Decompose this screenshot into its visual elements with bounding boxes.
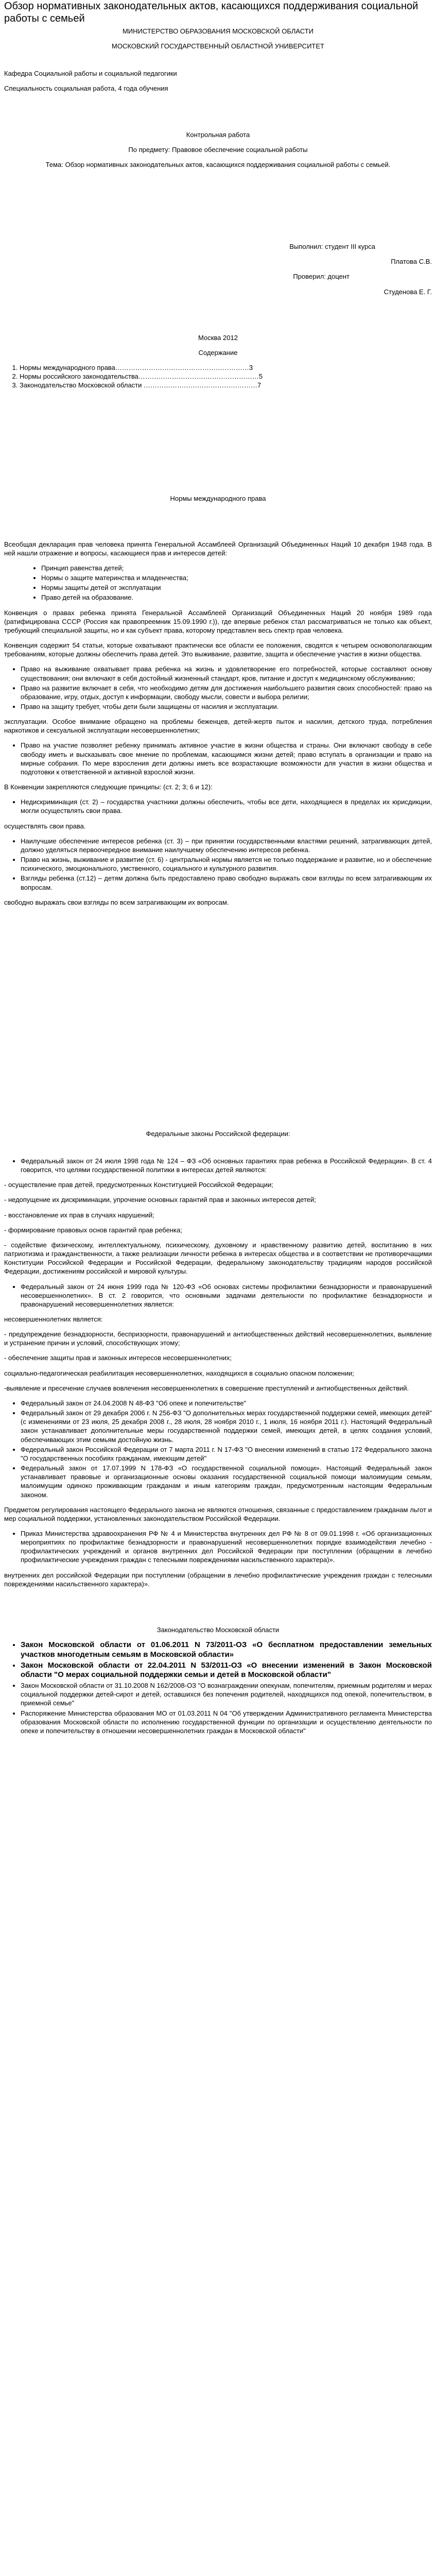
list-item: • Право на выживание охватывает права ребенка на жизнь и удовлетворение его потребностей, которые составляют основу существования; они включают в себя достойный жизненный стандарт, кров, питание и доступ к медицинскому обслуживанию; [21, 665, 432, 682]
performer-label: Выполнил: студент III курса [289, 243, 375, 251]
list-item: • Взгляды ребенка (ст.12) – детям должна быть предоставлено право свободно выражать свои взгляды по всем затрагивающим их вопросам. [21, 874, 432, 891]
goal-line: - содействие физическому, интеллектуальному, психическому, духовному и нравственному развитию детей, воспитанию в них патриотизма и гражданственности, а также реализации личности ребенка в интересах общества и в соответствии не противоречащими Конституции Российской Федерации и Российской Федерации, федеральному законодательству традициям народов российской Федерации, достижениям российской и мировой культуры. [4, 1241, 432, 1276]
city-year: Москва 2012 [198, 333, 238, 342]
federal-laws-list [4, 1157, 432, 1174]
list-item: • Федеральный закон от 24.04.2008 N 48-ФЗ "Об опеке и попечительстве" [21, 1399, 432, 1408]
paragraph: свободно выражать свои взгляды по всем затрагивающим их вопросам. [4, 898, 229, 906]
goal-line: социально-педагогическая реабилитация несовершеннолетних, находящихся в социально опасном положении; [4, 1369, 354, 1377]
goal-line: -выявление и пресечение случаев вовлечения несовершеннолетних в совершение преступлений и антиобщественных действий. [4, 1384, 409, 1392]
list-item: • Закон Московской области от 31.10.2008 N 162/2008-ОЗ "О вознаграждении опекунам, попечителям, приемным родителям и мерах социальной поддержки детей-сирот и детей, оставшихся без попечения родителей, находящихся под опекой, попечительством, в приемной семье" [21, 1681, 432, 1707]
list-item: • Федеральный закон от 24 июня 1999 года № 120-ФЗ «Об основах системы профилактики безнадзорности и правонарушений несовершеннолетних». В ст. 2 говорится, что основными задачами деятельности по профилактике безнадзорности и правонарушений несовершеннолетних является: [21, 1282, 432, 1309]
paragraph: несовершеннолетних является: [4, 1315, 103, 1323]
subject-line: По предмету: Правовое обеспечение социальной работы [128, 145, 308, 154]
list-item: • Право на развитие включает в себя, что необходимо детям для достижения наибольшего развития своих способностей: право на образование, игру, отдых, доступ к информации, свободу мысли, совести и выбора религии; [21, 684, 432, 701]
toc-item: 2. Нормы российского законодательства………………………………………………5 [20, 372, 432, 381]
principles-list [4, 798, 432, 815]
section-heading-international: Нормы международного права [170, 494, 266, 502]
convention-rights-list [4, 665, 432, 711]
section-heading-moscow-region: Законодательство Московской области [156, 1625, 280, 1634]
list-item: • Право на защиту требует, чтобы дети были защищены от насилия и эксплуатации. [21, 702, 432, 711]
paragraph: эксплуатации. Особое внимание обращено на проблемы беженцев, детей-жертв пыток и насилия, детского труда, потребления наркотиков и сексуальной эксплуатации несовершеннолетних; [4, 718, 432, 735]
list-item: • Право детей на образование. [41, 593, 432, 602]
list-item: • Федеральный закон от 29 декабря 2006 г. N 256-ФЗ "О дополнительных мерах государственной поддержки семей, имеющих детей" (с изменениями от 23 июля, 25 декабря 2008 г., 28 июля, 28 ноября 2010 г., 1 июля, 16 ноября 2011 г.). Настоящий Федеральный закон устанавливает дополнительные меры государственной поддержки семей, имеющих детей, в целях создания условий, обеспечивающих этим семьям достойную жизнь. [21, 1409, 432, 1444]
toc-item: 1. Нормы международного права……………………………………………………3 [20, 363, 432, 372]
principles-list-continued [4, 837, 432, 892]
performer-name: Платова С.В. [391, 258, 432, 266]
university-line: МОСКОВСКИЙ ГОСУДАРСТВЕННЫЙ ОБЛАСТНОЙ УНИВЕРСИТЕТ [112, 42, 324, 50]
list-item: • Распоряжение Министерства образования МО от 01.03.2011 N 04 "Об утверждении Административного регламента Министерства образования Московской области по исполнению государственной функции по организации и осуществлению деятельности по опеке и попечительству в отношении несовершеннолетних граждан в Московской области" [21, 1709, 432, 1735]
specialty-line: Специальность социальная работа, 4 года обучения [4, 84, 168, 93]
goal-line: - предупреждение безнадзорности, беспризорности, правонарушений и антиобщественных действий несовершеннолетних, выявление и устранение причин и условий, способствующих этому; [4, 1330, 432, 1347]
goal-line: - восстановление их прав в случаях нарушений; [4, 1211, 154, 1219]
goal-line: - формирование правовых основ гарантий прав ребенка; [4, 1226, 182, 1234]
paragraph: Предметом регулирования настоящего Федерального закона не являются отношения, связанные с предоставлением гражданам льгот и мер социальной поддержки, установленных законодательством Российской Федерации. [4, 1505, 432, 1522]
list-item: • Федеральный закон от 24 июля 1998 года № 124 – ФЗ «Об основных гарантиях прав ребенка в Российской Федерации». В ст. 4 говорится, что целями государственной политики в интересах детей являются: [21, 1157, 432, 1174]
work-type: Контрольная работа [186, 130, 250, 139]
convention-participation-list [4, 741, 432, 776]
moscow-region-laws-list [4, 1640, 432, 1735]
paragraph: внутренних дел российской Федерации при поступлении (обращении в лечебно профилактические учреждения граждан с телесными повреждениями насильственного характера)». [4, 1571, 432, 1588]
list-item: • Приказ Министерства здравоохранения РФ № 4 и Министерства внутренних дел РФ № 8 от 09.01.1998 г. «Об организационных мероприятиях по профилактике безнадзорности и правонарушений несовершеннолетних порядке взаимодействия лечебно - профилактических учреждений и органов внутренних дел Российской Федерации при поступлении (обращении в лечебно профилактические учреждения граждан с телесными повреждениями насильственного характера)». [21, 1529, 432, 1565]
checker-name: Студенова Е. Г. [383, 287, 432, 296]
paragraph: В Конвенции закрепляются следующие принципы: (ст. 2; 3; 6 и 12): [4, 783, 213, 791]
goal-line: - обеспечение защиты прав и законных интересов несовершеннолетних; [4, 1354, 232, 1362]
list-item: • Недискриминация (ст. 2) – государства участники должны обеспечить, чтобы все дети, находящиеся в пределах их юрисдикции, могли осуществлять свои права. [21, 798, 432, 815]
list-item: • Федеральный закон Российской Федерации от 7 марта 2011 г. N 17-ФЗ "О внесении изменений в статью 172 Федерального закона "О государственных пособиях гражданам, имеющим детей" [21, 1445, 432, 1463]
list-item: • Закон Московской области от 22.04.2011 N 53/2011-ОЗ «О внесении изменений в Закон Московской области "О мерах социальной поддержки семьи и детей в Московской области" [21, 1661, 432, 1681]
federal-laws-list-4 [4, 1529, 432, 1565]
document-title: Обзор нормативных законодательных актов, касающихся поддерживания социальной работы с семьей [4, 1, 418, 24]
checker-label: Проверил: доцент [293, 273, 350, 281]
udhr-list [4, 564, 432, 602]
goal-line: - осуществление прав детей, предусмотренных Конституцией Российской Федерации; [4, 1181, 273, 1189]
list-item: • Наилучшие обеспечение интересов ребенка (ст. 3) – при принятии государственными властями решений, затрагивающих детей, должно уделяться первоочередное внимание наилучшему обеспечению интересов ребенка. [21, 837, 432, 854]
list-item: • Федеральный закон от 17.07.1999 N 178-ФЗ «О государственной социальной помощи». Настоящий Федеральный закон устанавливает правовые и организационные основы оказания государственной социальной помощи малоимущим семьям, малоимущим одиноко проживающим гражданам и иным категориям граждан, предусмотренным настоящим Федеральным законом. [21, 1464, 432, 1499]
theme-line: Тема: Обзор нормативных законодательных актов, касающихся поддерживания социальной работы с семьей. [45, 160, 391, 168]
paragraph: Конвенция о правах ребенка принята Генеральной Ассамблеей Организаций Объединенных Наций 20 ноября 1989 года (ратифицирована СССР (Россия как правопреемник 15.09.1990 г.)), где впервые ребенок стал рассматриваться не только как объект, требующий специальной защиты, но и как субъект права, которому представлен весь спектр прав человека. [4, 608, 432, 634]
federal-laws-list-3 [4, 1399, 432, 1499]
federal-laws-list-2 [4, 1282, 432, 1309]
ministry-line: МИНИСТЕРСТВО ОБРАЗОВАНИЯ МОСКОВСКОЙ ОБЛАСТИ [122, 27, 314, 35]
list-item: • Закон Московской области от 01.06.2011 N 73/2011-ОЗ «О бесплатном предоставлении земельных участков многодетным семьям в Московской области» [21, 1640, 432, 1660]
toc-item: 3. Законодательство Московской области ……………………………………………7 [20, 381, 432, 389]
goal-line: - недопущение их дискриминации, упрочение основных гарантий прав и законных интересов детей; [4, 1196, 316, 1204]
list-item: • Нормы о защите материнства и младенчества; [41, 573, 432, 582]
contents-heading: Содержание [198, 348, 238, 357]
list-item: • Право на жизнь, выживание и развитие (ст. 6) - центральной нормы является не только поддержание и развитие, но и обеспечение психического, эмоционального, умственного, социального и культурного развития. [21, 855, 432, 873]
paragraph: Всеобщая декларация прав человека принята Генеральной Ассамблеей Организаций Объединенных Наций 10 декабря 1948 года. В ней нашли отражение и вопросы, касающиеся прав и интересов детей: [4, 540, 432, 557]
paragraph: осуществлять свои права. [4, 822, 86, 830]
department-line: Кафедра Социальной работы и социальной педагогики [4, 70, 177, 78]
table-of-contents [4, 363, 432, 389]
list-item: • Принцип равенства детей; [41, 564, 432, 572]
list-item: • Право на участие позволяет ребенку принимать активное участие в жизни общества и страны. Они включают свободу в себе свободу иметь и высказывать свое мнение по проблемам, касающимся жизни детей; право вступать в организации и право на мирные собрания. По мере взросления дети должны иметь все возрастающие возможности для участия в жизни общества и подготовки к ответственной и активной взрослой жизни. [21, 741, 432, 776]
paragraph: Конвенция содержит 54 статьи, которые охватывают практически все области ее положения, сводятся к четырем основополагающим требованиям, которые должны обеспечить права детей. Это выживание, развитие, защита и обеспечение участия в жизни общества. [4, 641, 432, 658]
section-heading-federal: Федеральные законы Российской федерации: [146, 1129, 290, 1138]
list-item: • Нормы защиты детей от эксплуатации [41, 583, 432, 592]
